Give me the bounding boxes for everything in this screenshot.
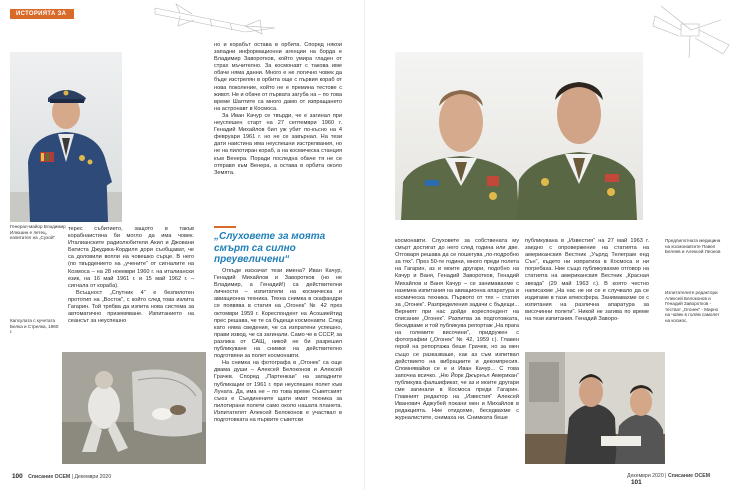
section-tag: ИСТОРИЯТА ЗА [10,9,74,19]
paragraph: но и корабът остава в орбита. Според някои западни информационни агенции на борда е Владимир Заворотков, който умира гладен от страх мъчително. За космонавт с такова име обаче няма данни. Много е не логично човек да бъде изстрелян в орбита още с първия кораб от нова поколение, който не е премина тестове с живот. Не и обаче от първата загуба на – по това време Шаптите са много дамо от изпращането на астронавт в Космоса. [214,42,342,112]
paragraph: Всъщност „Спутник 4“ е безпилотен прототип на „Восток“, с който след това излита Гагарин. Той трябва да изпита нова система за автоматично приземяване. Изпитанието на сеансът за неуспешно [68,289,194,325]
paragraph: космонавти. Слуховете за собствената му смърт достигат до него след година или две. Отговаря решава да се пошегува „по-подробно за тях“. През 50-те години, много преди полета на Гагарин, аз и моите другари, подобно на Качур и Ваня, Генадий Заворотков, Генадий Михайлов и Ваня Качур – се занимавахме с наземна изпитания на авиационна апаратура и космическа техника. Първото от тях – статия за „Огонек“. Разпределения задачи с бъдещи... Верният при нас дойде кореспондент на списание „Огонек“. Разпитва за подготовката, беседваме и той публикува репортаж „На прага на големите височини“, придружен с фотографии („Огонек“ № 42, 1959 г.). Главен герой на репортажа беше Грачев, но за мен също се разказваше, как аз съм изпитвал действието на вибрациите и декомпресия. Спомнявайки се е и Иван Качур... С това започна всичко. „Ню Йорк Джърнъл Американ“ публикува фалшификат, че аз и моите другари сме загинали в Космоса преди Гагарин. Главният редактор на „Известия“ Алексей Иванович Аджубей покани мен и Михайлов в редакцията. Ние отидохме, беседвахме с журналистите, снимаха ни. Снимката беше [395,238,520,422]
text-column-4 [525,238,649,323]
issue-date: Декември 2020 [627,473,664,479]
photo-cosmonauts [395,52,643,220]
text-column-3 [395,238,519,422]
issue-date: Декември 2020 [74,474,112,480]
right-page [365,0,730,490]
paragraph: публикувана в „Известия“ на 27 май 1963 г. заедно с опровержение на статията на американския Вестник „Уърлд Телеграм енд Сън“, където ни изпратиха в Космоса и ни погребаха. Ние също публикувахме отговор на статията на американския Вестник „Красная звезда“ (29 май 1963 г.). В която честно написахме „На нас не ни се е случвало да се издигаме в тази атмосфера. Занимавахме се с изпитания на различна апаратура за височинни полети“. Никой не загива по време на тези изпитания. Генадий Заворо- [525,238,649,323]
photo-editorial-office [525,352,665,464]
page-number: 100 [12,473,23,480]
satellite-sketch-icon [651,0,730,62]
caption-kapsulata: Капсулата с кучетата Белка и Стрелка, 1960 г. [10,318,59,335]
magazine-name: Списание ОСЕМ [667,473,711,479]
paragraph: За Иван Качур се твърди, че е загинал при неуспешен старт на 27 септември 1960 г. Генадий Михайлов бил уж убит по-късно на 4 февруари 1961 г. но не се завърнал. На тези дати наистина има неуспешни изстрелвания, но не на пилотиран кораб, а на космическа станция към Венера. Поради последна обаче тя не се отправя към Венера, а остава в орбита около Земята. [214,112,342,176]
magazine-name: Списание ОСЕМ [28,474,71,480]
paragraph: терес събитието, защото в такъв корабнаистина би могло да има човек. Италианските радиолюбители Акил и Джовани Батиста Джудика-Кордиля дори съобщават, че са доловили вопли на човешко сърце. В него (по твърдението на „учените“ от сигналите на Козмоса – на 28 ноември 1960 г. на италиански език, на 16 май 1961 г. и 15 май 1962 г. – сигнала от кораба). [68,226,194,289]
footer-right: Декември 2020 | Списание ОСЕМ 101 [627,473,711,486]
page-number: 101 [631,479,642,486]
quote-accent-bar [214,226,236,228]
photo-general-ilyushin [10,52,122,222]
paragraph: На снимка на фотографа в „Огонек“ са още двама души – Алексей Белоконов и Алексей Грачев. Според „Партенкаи“ на западните публикации от 1961 г. при неуспешен полет към Луната. Да, има не – по това време Съветският съюз е Съединените щати имат техника за пилотирани полети само около нашата планета. Изпитателят Алексей Белоконов е участвал в подготовката на първите съветски [214,360,342,423]
paragraph: Откъде изскачат тези имена? Иван Качур, Генадий Михайлов и Заворотков (но не Владимир, а Генадий!) са действителни личности – изпитатели на космическа и авиационна техника. Тяхна снимка в скафандри се появява в статия на „Огонек“ № 42 през октомври 1959 г. Кореспондент на Асошиейтид прес решава, че те са бъдещи космонавти. След като няма сведения, че са изпратени успешно, прави извод, че са загинали. Само че в СССР, за разлика от САЩ, никой не би разрешил публикуване на снимки на действително подготвяни за полет космонавти. [214,268,342,360]
caption-bottom-right: Изпитателите редактори Алексей Белоконов и Генадий Заворотков - тестват „Огонек“ - Мирно на човек в голям самолет на космос. [665,290,720,323]
photo-capsule-dogs [62,352,206,464]
text-column-1 [68,226,194,325]
caption-top-right: Предпилотната медицина на космонавтите Павел Беляев и Алексей Леонов [665,238,721,255]
text-column-2-bottom [214,268,342,424]
pull-quote: „Слуховете за моята смърт са силно преувеличени“ [214,231,326,265]
footer-left: 100 Списание ОСЕМ | Декември 2020 [12,473,112,480]
text-column-2-top [214,42,342,177]
caption-general: Генерал-майор Владимир Илюшин е летец, изпитател на „Сухой“ [10,224,66,241]
